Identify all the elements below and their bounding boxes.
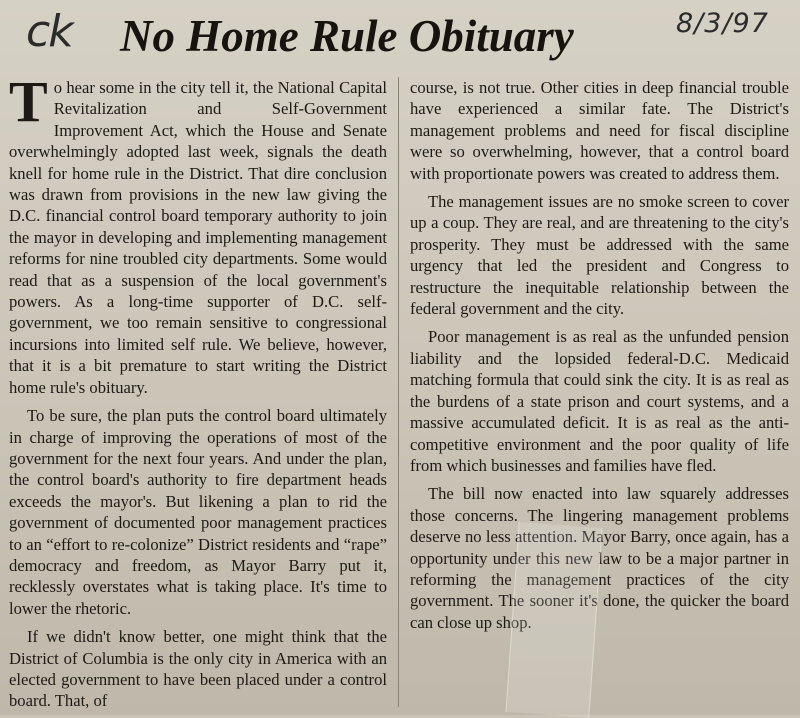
tape-glare bbox=[505, 522, 602, 717]
paragraph-3: If we didn't know better, one might think that the District of Columbia is the only city in America with an elected government to have been placed under a control board. That, of bbox=[9, 627, 387, 711]
handwritten-initials: ck bbox=[26, 6, 72, 57]
drop-cap: T bbox=[9, 69, 48, 134]
paragraph-1-text: o hear some in the city tell it, the National Capital Revitalization and Self-Government Improvement Act, which the House and Senate overwhelmingly adopted last week, signals the death knell for home rule in the District. That dire conclusion was drawn from provisions in the new law giving the D.C. financial control board temporary authority to join the mayor in developing and implementing management reforms for nine troubled city departments. Some would read that as a suspension of the local government's powers. As a long-time supporter of D.C. self-government, we too remain sensitive to congressional incursions into limited self rule. We believe, however, that it is a bit premature to start writing the District home rule's obituary. bbox=[9, 78, 387, 397]
paragraph-2: To be sure, the plan puts the control board ultimately in charge of improving the operations of most of the government for the next four years. And under the plan, the control board's authority to fire department heads exceeds the mayor's. But likening a plan to rid the government of documented poor management practices to an “effort to re-colonize” District residents and “rape” democracy and freedom, as Mayor Barry put it, recklessly overstates what is taking place. It's time to lower the rhetoric. bbox=[9, 406, 387, 618]
left-column bbox=[9, 69, 387, 712]
paragraph-3-continued: course, is not true. Other cities in deep financial trouble have experienced a similar fate. The District's management problems and need for fiscal discipline were so overwhelming, however, that a control board with proportionate powers was created to address them. bbox=[410, 78, 789, 183]
paragraph-5: Poor management is as real as the unfunded pension liability and the lopsided federal-D.C. Medicaid matching formula that could sink the city. It is as real as the burdens of a state prison and court systems, and a massive accumulated deficit. It is as real as the anti-competitive environment and the poor quality of life from which businesses and families have fled. bbox=[410, 327, 789, 475]
column-divider bbox=[398, 77, 399, 707]
headline: No Home Rule Obituary bbox=[120, 11, 574, 61]
paragraph-6: The bill now enacted into law squarely addresses those concerns. The lingering management problems deserve no less attention. Mayor Barry, once again, has a opportunity under this new law to be a major partner in reforming the management practices of the city government. The sooner it's done, the quicker the board can close up shop. bbox=[410, 484, 789, 632]
handwritten-date: 8/3/97 bbox=[676, 8, 769, 39]
paragraph-4: The management issues are no smoke screen to cover up a coup. They are real, and are threatening to the city's prosperity. They must be addressed with the same urgency that led the president and Congress to restructure the inequitable relationship between the federal government and the city. bbox=[410, 192, 789, 319]
paragraph-1 bbox=[9, 69, 387, 398]
